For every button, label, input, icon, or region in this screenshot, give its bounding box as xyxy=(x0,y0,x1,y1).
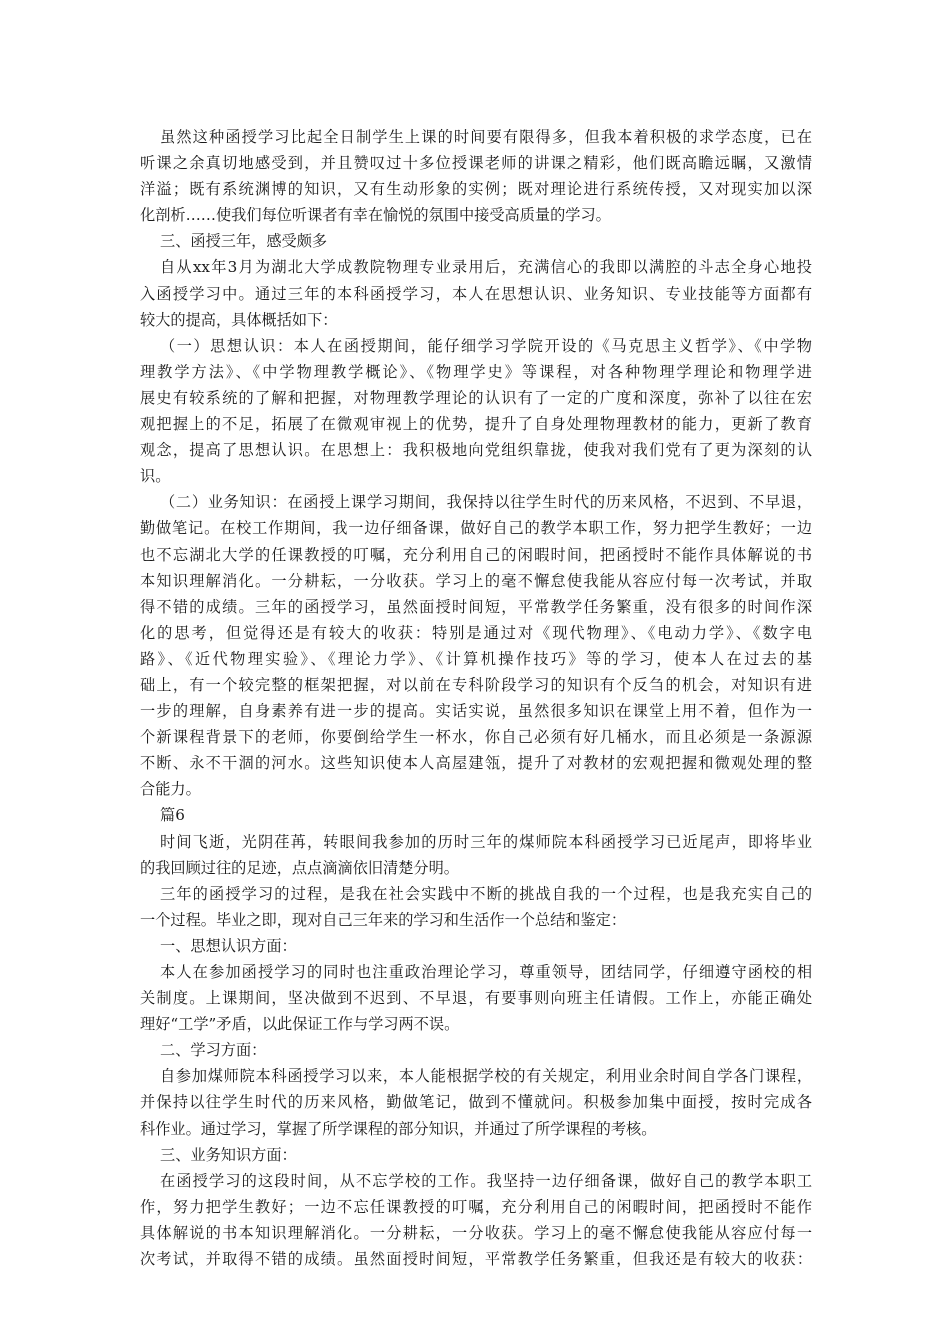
text-line: 化的思考，但觉得还是有较大的收获：特别是通过对《现代物理》、《电动力学》、《数字电 xyxy=(140,623,812,642)
text-line: 洋溢；既有系统渊博的知识，又有生动形象的实例；既对理论进行系统传授，又对现实加以深 xyxy=(140,180,812,199)
text-line: 听课之余真切地感受到，并且赞叹过十多位授课老师的讲课之精彩，他们既高瞻远瞩，又激情 xyxy=(140,154,812,173)
text-line: 二、学习方面： xyxy=(160,1041,267,1060)
text-line: 理教学方法》、《中学物理教学概论》、《物理学史》等课程，对各种物理学理论和物理学进 xyxy=(140,362,812,381)
text-line: 次考试，并取得不错的成绩。虽然面授时间短，平常教学任务繁重，但我还是有较大的收获： xyxy=(140,1250,812,1269)
text-line: 科作业。通过学习，掌握了所学课程的部分知识，并通过了所学课程的考核。 xyxy=(140,1119,657,1138)
text-line: 勤做笔记。在校工作期间，我一边仔细备课，做好自己的教学本职工作，努力把学生教好；一边 xyxy=(140,519,812,538)
text-line: 化剖析……使我们每位听课者有幸在愉悦的氛围中接受高质量的学习。 xyxy=(140,206,611,225)
text-line: 合能力。 xyxy=(140,780,201,799)
text-line: 础上，有一个较完整的框架把握，对以前在专科阶段学习的知识有个反刍的机会，对知识有进 xyxy=(140,675,812,694)
text-line: 作，努力把学生教好；一边不忘任课教授的叮嘱，充分利用自己的闲暇时间，把函授时不能作 xyxy=(140,1197,812,1216)
text-line: 三、函授三年，感受颇多 xyxy=(160,232,328,251)
text-line: 虽然这种函授学习比起全日制学生上课的时间要有限得多，但我本着积极的求学态度，已在 xyxy=(160,128,812,146)
text-line: 三年的函授学习的过程，是我在社会实践中不断的挑战自我的一个过程，也是我充实自己的 xyxy=(160,884,812,903)
document-body xyxy=(140,124,812,1272)
text-line: 一个过程。毕业之即，现对自己三年来的学习和生活作一个总结和鉴定： xyxy=(140,910,626,929)
text-line: 一、思想认识方面： xyxy=(160,936,297,955)
text-line: 也不忘湖北大学的任课教授的叮嘱，充分利用自己的闲暇时间，把函授时不能作具体解说的书 xyxy=(140,545,812,564)
text-line: 的我回顾过往的足迹，点点滴滴依旧清楚分明。 xyxy=(140,858,459,877)
text-line: 观念，提高了思想认识。在思想上：我积极地向党组织靠拢，使我对我们党有了更为深刻的认 xyxy=(140,441,812,460)
text-line: 篇6 xyxy=(160,806,185,825)
text-line: 不断、永不干涸的河水。这些知识使本人高屋建瓴，提升了对教材的宏观把握和微观处理的整 xyxy=(140,754,812,773)
text-line: 本人在参加函授学习的同时也注重政治理论学习，尊重领导，团结同学，仔细遵守函校的相 xyxy=(160,963,812,981)
text-line: 并保持以往学生时代的历来风格，勤做笔记，做到不懂就问。积极参加集中面授，按时完成各 xyxy=(140,1093,812,1112)
text-line: 展史有较系统的了解和把握，对物理教学理论的认识有了一定的广度和深度，弥补了以往在宏 xyxy=(140,388,812,407)
text-line: 入函授学习中。通过三年的本科函授学习，本人在思想认识、业务知识、专业技能等方面都有 xyxy=(140,284,812,303)
text-line: 得不错的成绩。三年的函授学习，虽然面授时间短，平常教学任务繁重，没有很多的时间作深 xyxy=(140,597,812,616)
text-line: 本知识理解消化。一分耕耘，一分收获。学习上的毫不懈怠使我能从容应付每一次考试，并取 xyxy=(140,571,812,590)
text-line: （一）思想认识：本人在函授期间，能仔细学习学院开设的《马克思主义哲学》、《中学物 xyxy=(160,336,812,355)
text-line: 在函授学习的这段时间，从不忘学校的工作。我坚持一边仔细备课，做好自己的教学本职工 xyxy=(160,1171,812,1190)
text-line: 理好“工学”矛盾，以此保证工作与学习两不误。 xyxy=(140,1015,460,1034)
text-line: 自从xx年3月为湖北大学成教院物理专业录用后，充满信心的我即以满腔的斗志全身心地投 xyxy=(160,258,812,277)
text-line: 观把握上的不足，拓展了在微观审视上的优势，提升了自身处理物理教材的能力，更新了教育 xyxy=(140,415,812,434)
text-line: 时间飞逝，光阴荏苒，转眼间我参加的历时三年的煤师院本科函授学习已近尾声，即将毕业 xyxy=(160,832,812,851)
text-line: 三、业务知识方面： xyxy=(160,1145,297,1164)
text-line: 识。 xyxy=(140,467,171,486)
text-line: 自参加煤师院本科函授学习以来，本人能根据学校的有关规定，利用业余时间自学各门课程， xyxy=(160,1067,812,1086)
text-line: 具体解说的书本知识理解消化。一分耕耘，一分收获。学习上的毫不懈怠使我能从容应付每一 xyxy=(140,1223,812,1242)
text-line: （二）业务知识：在函授上课学习期间，我保持以往学生时代的历来风格，不迟到、不早退， xyxy=(160,493,812,512)
text-line: 一步的理解，自身素养有进一步的提高。实话实说，虽然很多知识在课堂上用不着，但作为一 xyxy=(140,702,812,721)
text-line: 个新课程背景下的老师，你要倒给学生一杯水，你自己必须有好几桶水，而且必须是一条源源 xyxy=(140,728,812,747)
text-line: 较大的提高，具体概括如下： xyxy=(140,310,338,329)
text-line: 路》、《近代物理实验》、《理论力学》、《计算机操作技巧》等的学习，使本人在过去的基 xyxy=(140,649,812,668)
text-line: 关制度。上课期间，坚决做到不迟到、不早退，有要事则向班主任请假。工作上，亦能正确处 xyxy=(140,989,812,1008)
